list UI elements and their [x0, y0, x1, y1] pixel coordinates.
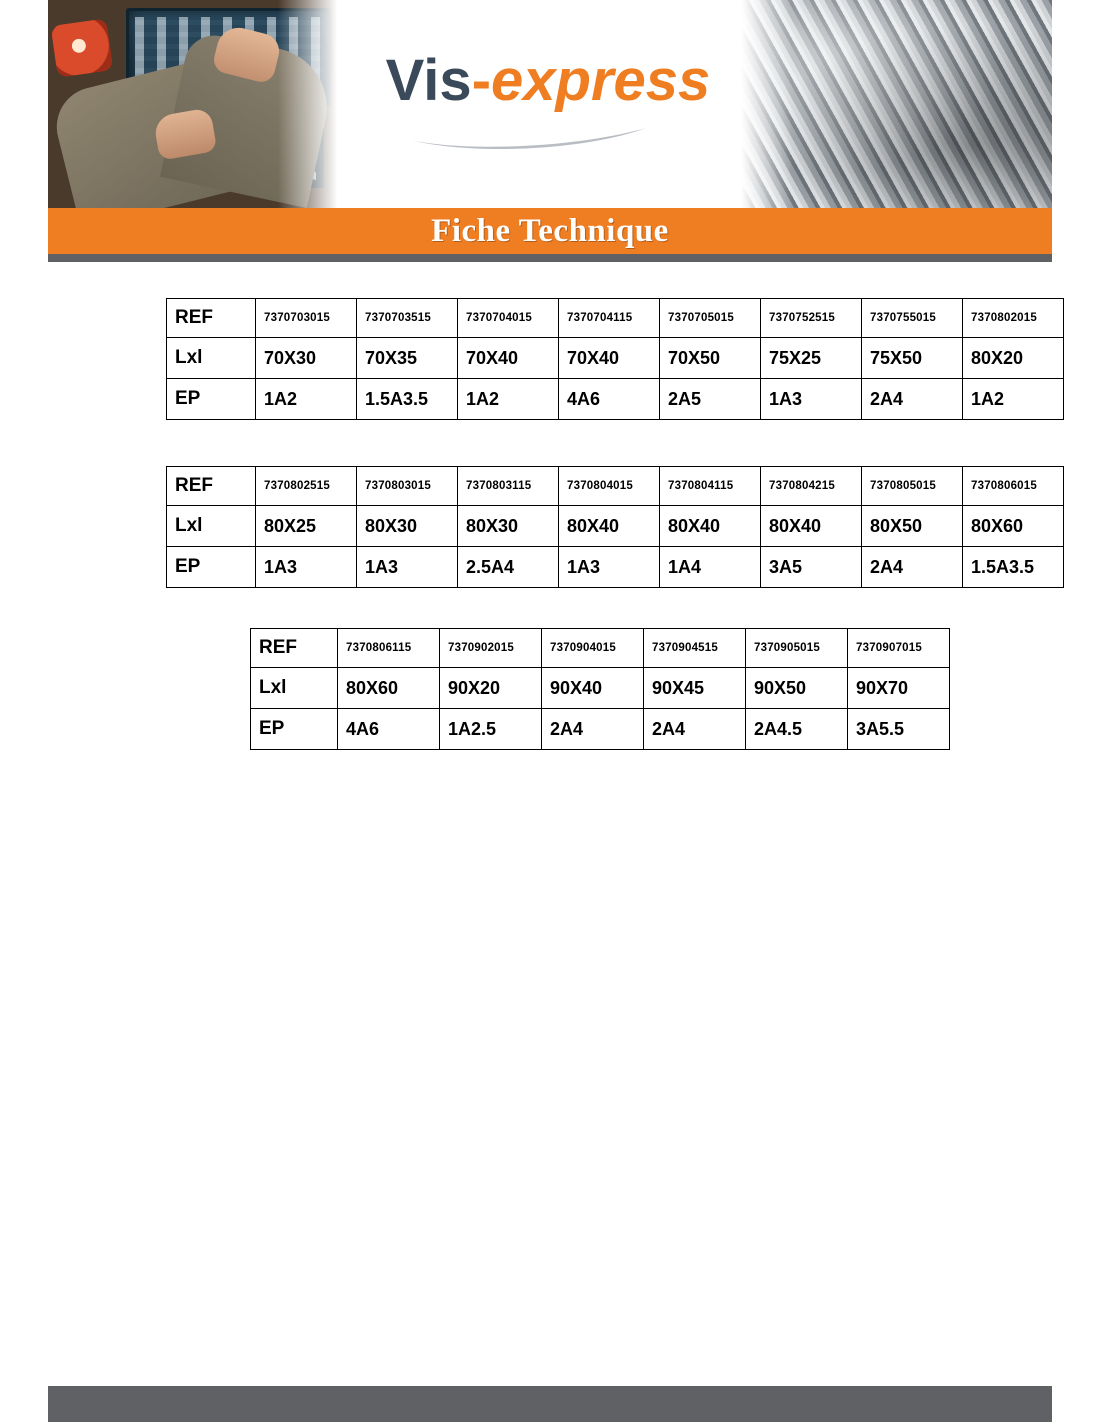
spec-table-1	[166, 298, 1064, 420]
workbench-screws-photo	[48, 0, 348, 208]
cell-ep: 3A5	[761, 547, 862, 588]
cell-ref: 7370804215	[761, 467, 862, 506]
cell-ref: 7370905015	[746, 629, 848, 668]
table-row	[167, 338, 1064, 379]
cell-ep: 1A2	[256, 379, 357, 420]
cell-lxl: 70X40	[458, 338, 559, 379]
cell-ep: 1A3	[559, 547, 660, 588]
cell-lxl: 70X35	[357, 338, 458, 379]
cell-lxl: 80X40	[761, 506, 862, 547]
document-header	[48, 0, 1052, 262]
cell-ep: 1.5A3.5	[357, 379, 458, 420]
cell-lxl: 90X45	[644, 668, 746, 709]
cell-lxl: 75X50	[862, 338, 963, 379]
cell-ref: 7370805015	[862, 467, 963, 506]
table-row	[167, 379, 1064, 420]
cell-lxl: 75X25	[761, 338, 862, 379]
cell-lxl: 70X50	[660, 338, 761, 379]
brand-name-primary: Vis	[385, 48, 472, 113]
cell-ref: 7370804015	[559, 467, 660, 506]
table-row	[251, 709, 950, 750]
table-row	[167, 467, 1064, 506]
cell-lxl: 90X70	[848, 668, 950, 709]
cell-ref: 7370803115	[458, 467, 559, 506]
cell-lxl: 80X40	[559, 506, 660, 547]
table-row	[167, 299, 1064, 338]
table-row	[167, 506, 1064, 547]
table-row	[167, 547, 1064, 588]
cell-ref: 7370902015	[440, 629, 542, 668]
cell-lxl: 90X40	[542, 668, 644, 709]
cell-ref: 7370904015	[542, 629, 644, 668]
cell-ep: 2.5A4	[458, 547, 559, 588]
cell-ep: 2A4	[542, 709, 644, 750]
swoosh-icon	[406, 124, 656, 150]
row-label-ref: REF	[167, 299, 256, 338]
cell-ep: 4A6	[559, 379, 660, 420]
cell-ep: 2A4	[644, 709, 746, 750]
brand-name-secondary: express	[491, 48, 711, 113]
spec-table-2	[166, 466, 1064, 588]
cell-lxl: 80X30	[458, 506, 559, 547]
cell-ep: 1A2.5	[440, 709, 542, 750]
header-underline	[48, 254, 1052, 262]
cell-lxl: 90X20	[440, 668, 542, 709]
cell-ep: 2A4	[862, 379, 963, 420]
cell-lxl: 80X60	[963, 506, 1064, 547]
cell-ep: 2A5	[660, 379, 761, 420]
cell-ref: 7370806115	[338, 629, 440, 668]
table-row	[251, 629, 950, 668]
row-label-lxl: Lxl	[167, 338, 256, 379]
cell-ep: 1A2	[963, 379, 1064, 420]
row-label-ref: REF	[251, 629, 338, 668]
document-title-bar	[48, 208, 1052, 254]
cell-ref: 7370703515	[357, 299, 458, 338]
cell-ep: 1A3	[761, 379, 862, 420]
cell-ref: 7370755015	[862, 299, 963, 338]
row-label-ref: REF	[167, 467, 256, 506]
cell-ep: 2A4	[862, 547, 963, 588]
cell-lxl: 80X60	[338, 668, 440, 709]
cell-ref: 7370802515	[256, 467, 357, 506]
row-label-lxl: Lxl	[251, 668, 338, 709]
brand-logo	[378, 48, 718, 162]
cell-ep: 4A6	[338, 709, 440, 750]
cell-lxl: 80X25	[256, 506, 357, 547]
cell-ref: 7370704115	[559, 299, 660, 338]
document-footer-bar	[48, 1386, 1052, 1422]
table-row	[251, 668, 950, 709]
screws-pile-photo	[732, 0, 1052, 208]
spec-table-3	[250, 628, 950, 750]
cell-ref: 7370804115	[660, 467, 761, 506]
cell-lxl: 80X20	[963, 338, 1064, 379]
row-label-ep: EP	[251, 709, 338, 750]
cell-ref: 7370803015	[357, 467, 458, 506]
cell-lxl: 70X40	[559, 338, 660, 379]
cell-lxl: 80X40	[660, 506, 761, 547]
row-label-ep: EP	[167, 547, 256, 588]
cell-ref: 7370806015	[963, 467, 1064, 506]
cell-ep: 1A2	[458, 379, 559, 420]
cell-ep: 1A4	[660, 547, 761, 588]
cell-ep: 2A4.5	[746, 709, 848, 750]
cell-ep: 1.5A3.5	[963, 547, 1064, 588]
cell-ref: 7370907015	[848, 629, 950, 668]
cell-ref: 7370904515	[644, 629, 746, 668]
cell-lxl: 80X50	[862, 506, 963, 547]
cell-ep: 1A3	[357, 547, 458, 588]
page-title: Fiche Technique	[431, 212, 669, 249]
row-label-ep: EP	[167, 379, 256, 420]
cell-lxl: 70X30	[256, 338, 357, 379]
cell-lxl: 90X50	[746, 668, 848, 709]
cell-ep: 1A3	[256, 547, 357, 588]
cell-ref: 7370752515	[761, 299, 862, 338]
cell-ref: 7370802015	[963, 299, 1064, 338]
cell-ref: 7370705015	[660, 299, 761, 338]
row-label-lxl: Lxl	[167, 506, 256, 547]
cell-ref: 7370704015	[458, 299, 559, 338]
cell-lxl: 80X30	[357, 506, 458, 547]
brand-name-dash: -	[471, 48, 492, 113]
cell-ep: 3A5.5	[848, 709, 950, 750]
cell-ref: 7370703015	[256, 299, 357, 338]
